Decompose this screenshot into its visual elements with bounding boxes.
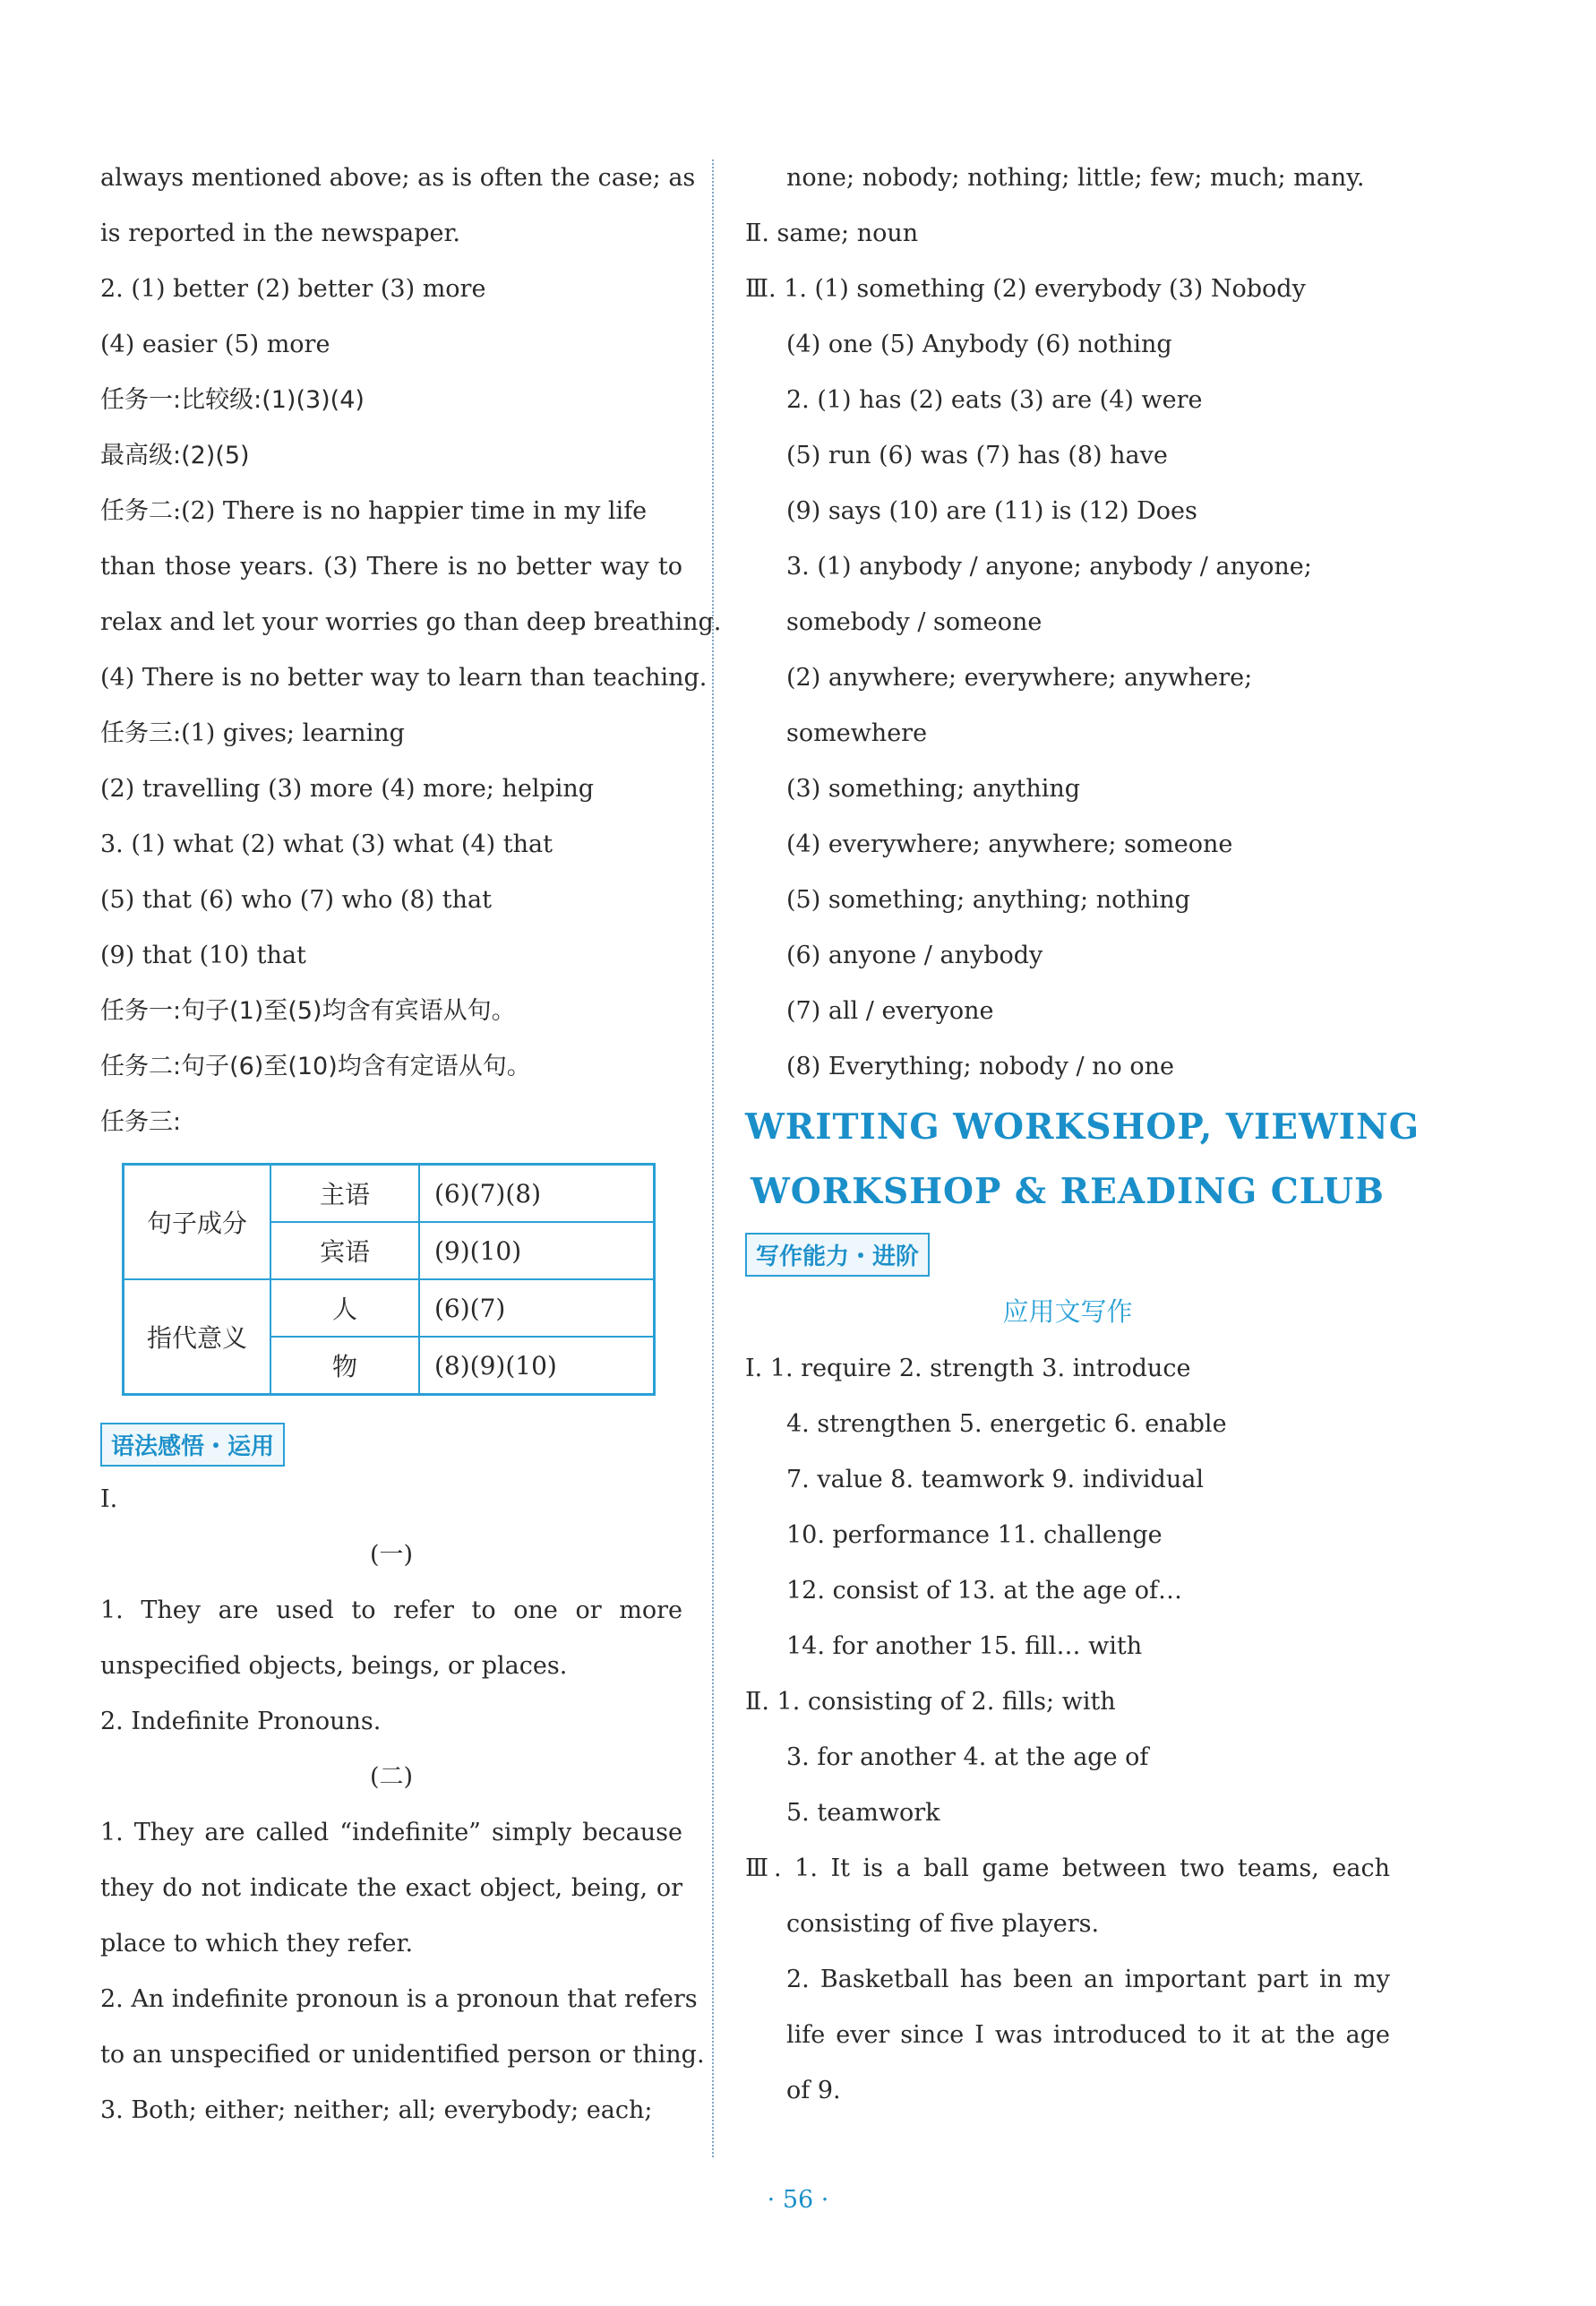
table-category: 句子成分 bbox=[124, 1165, 271, 1280]
text-line: 5. teamwork bbox=[786, 1799, 940, 1827]
text-line: than those years. (3) There is no better way to bbox=[100, 553, 682, 581]
text-line: 1. They are used to refer to one or more bbox=[100, 1596, 682, 1624]
text-line: Ⅲ. 1. It is a ball game between two teams, each bbox=[745, 1854, 1390, 1882]
text-line: Ⅱ. same; noun bbox=[745, 219, 919, 247]
text-line: consisting of five players. bbox=[786, 1910, 1100, 1938]
section-heading-line-1: WRITING WORKSHOP, VIEWING bbox=[745, 1106, 1420, 1148]
text-line: (9) says (10) are (11) is (12) Does bbox=[786, 497, 1197, 525]
text-line: life ever since I was introduced to it at the age bbox=[786, 2021, 1390, 2049]
table-value: (9)(10) bbox=[419, 1222, 655, 1279]
text-line: 4. strengthen 5. energetic 6. enable bbox=[786, 1410, 1227, 1438]
text-line: 14. for another 15. fill… with bbox=[786, 1632, 1143, 1660]
text-line: (9) that (10) that bbox=[100, 942, 306, 969]
text-line: 最高级:(2)(5) bbox=[100, 442, 250, 469]
text-line: (7) all / everyone bbox=[786, 997, 994, 1025]
text-line: (4) one (5) Anybody (6) nothing bbox=[786, 331, 1172, 358]
right-column bbox=[745, 151, 1420, 2119]
table-value: (6)(7) bbox=[419, 1279, 655, 1337]
text-line: 任务三:(1) gives; learning bbox=[100, 719, 405, 747]
text-line: 2. (1) has (2) eats (3) are (4) were bbox=[786, 386, 1203, 414]
section-tag: 写作能力・进阶 bbox=[745, 1233, 930, 1277]
text-line: (5) that (6) who (7) who (8) that bbox=[100, 886, 492, 914]
part-heading: (二) bbox=[369, 1763, 414, 1791]
text-line: Ⅱ. 1. consisting of 2. fills; with bbox=[745, 1688, 1116, 1716]
text-line: 任务一:比较级:(1)(3)(4) bbox=[100, 386, 365, 414]
table-subcategory: 宾语 bbox=[270, 1222, 419, 1279]
text-line: Ⅰ. 1. require 2. strength 3. introduce bbox=[745, 1355, 1191, 1382]
text-line: 3. Both; either; neither; all; everybody; each; bbox=[100, 2096, 653, 2124]
text-line: 2. Indefinite Pronouns. bbox=[100, 1708, 382, 1735]
text-line: 3. for another 4. at the age of bbox=[786, 1743, 1149, 1771]
text-line: (4) everywhere; anywhere; someone bbox=[786, 830, 1233, 858]
text-line: (6) anyone / anybody bbox=[786, 942, 1043, 969]
text-line: 2. (1) better (2) better (3) more bbox=[100, 275, 486, 303]
text-line: of 9. bbox=[786, 2077, 841, 2104]
text-line: always mentioned above; as is often the case; as bbox=[100, 164, 696, 192]
table-category: 指代意义 bbox=[124, 1279, 271, 1395]
section-heading-line-2: WORKSHOP & READING CLUB bbox=[750, 1171, 1386, 1212]
text-line: (4) easier (5) more bbox=[100, 331, 330, 358]
table-value: (6)(7)(8) bbox=[419, 1165, 655, 1223]
table-subcategory: 人 bbox=[270, 1279, 419, 1337]
text-line: somebody / someone bbox=[786, 608, 1043, 636]
roman-numeral: Ⅰ. bbox=[100, 1485, 118, 1513]
text-line: they do not indicate the exact object, being, or bbox=[100, 1874, 682, 1902]
part-heading: (一) bbox=[369, 1541, 414, 1569]
text-line: 任务二:(2) There is no happier time in my life bbox=[100, 497, 648, 525]
text-line: (8) Everything; nobody / no one bbox=[786, 1053, 1174, 1080]
page-number: · 56 · bbox=[767, 2186, 829, 2214]
text-line: 12. consist of 13. at the age of… bbox=[786, 1577, 1182, 1605]
text-line: none; nobody; nothing; little; few; much; many. bbox=[786, 164, 1365, 192]
text-line: 2. Basketball has been an important part in my bbox=[786, 1966, 1390, 1993]
text-line: 任务三: bbox=[100, 1108, 182, 1136]
text-line: (4) There is no better way to learn than teaching. bbox=[100, 664, 708, 692]
subsection-title: 应用文写作 bbox=[1002, 1296, 1133, 1327]
table-subcategory: 主语 bbox=[270, 1165, 419, 1223]
text-line: 10. performance 11. challenge bbox=[786, 1521, 1163, 1549]
text-line: 1. They are called “indefinite” simply because bbox=[100, 1819, 682, 1846]
text-line: (2) anywhere; everywhere; anywhere; bbox=[786, 664, 1253, 692]
text-line: unspecified objects, beings, or places. bbox=[100, 1652, 568, 1680]
text-line: place to which they refer. bbox=[100, 1930, 414, 1958]
text-line: (2) travelling (3) more (4) more; helping bbox=[100, 775, 595, 803]
text-line: 3. (1) anybody / anyone; anybody / anyone; bbox=[786, 553, 1312, 581]
text-line: 3. (1) what (2) what (3) what (4) that bbox=[100, 830, 553, 858]
left-column bbox=[100, 151, 722, 2138]
text-line: (5) something; anything; nothing bbox=[786, 886, 1190, 914]
text-line: 任务一:句子(1)至(5)均含有宾语从句。 bbox=[100, 997, 516, 1025]
column-divider bbox=[712, 159, 714, 2157]
table-subcategory: 物 bbox=[270, 1337, 419, 1395]
section-tag: 语法感悟・运用 bbox=[100, 1423, 285, 1467]
text-line: 任务二:句子(6)至(10)均含有定语从句。 bbox=[100, 1053, 531, 1080]
text-line: relax and let your worries go than deep breathing. bbox=[100, 608, 722, 636]
text-line: (5) run (6) was (7) has (8) have bbox=[786, 442, 1168, 469]
table-value: (8)(9)(10) bbox=[419, 1337, 655, 1395]
text-line: (3) something; anything bbox=[786, 775, 1081, 803]
sentence-component-table bbox=[122, 1163, 656, 1396]
text-line: Ⅲ. 1. (1) something (2) everybody (3) Nobody bbox=[745, 275, 1306, 303]
text-line: to an unspecified or unidentified person or thing. bbox=[100, 2041, 705, 2069]
text-line: somewhere bbox=[786, 719, 928, 747]
text-line: 7. value 8. teamwork 9. individual bbox=[786, 1466, 1204, 1493]
text-line: is reported in the newspaper. bbox=[100, 219, 461, 247]
text-line: 2. An indefinite pronoun is a pronoun that refers bbox=[100, 1985, 698, 2013]
